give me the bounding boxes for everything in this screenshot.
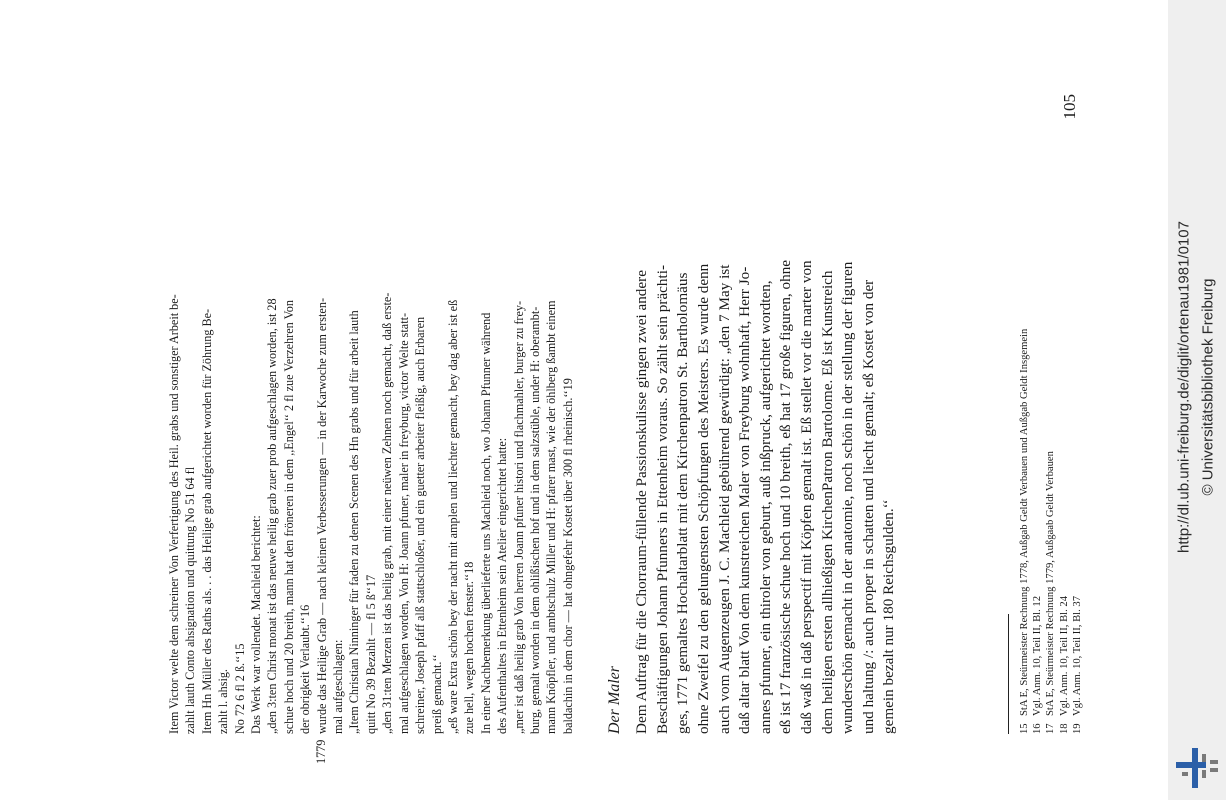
- year-1779-section: [313, 94, 577, 764]
- text-line: zahlt l. ahsig.: [216, 669, 231, 734]
- paragraph-line: auch vom Augenzeugen J. C. Machleid gebührend gewürdigt: „den 7 May ist: [715, 264, 733, 734]
- footnote-item: [1071, 94, 1084, 734]
- text-line: quitt No 39 Bezahlt — fl 5 ß‘‘17: [363, 574, 378, 734]
- footnote-text: StA E, Steürmeister Rechnung 1779, Außgaab Geldt Verbauen: [1045, 451, 1057, 716]
- text-line: zue hell, wegen hochen fenster.‘‘18: [462, 561, 477, 734]
- paragraph-line: dem heiligen ersten allhießigen KirchenPatron Bartolome. Eß ist Kunstreich: [818, 270, 836, 734]
- quoted-records-block: [166, 94, 314, 734]
- footnote-number: 19: [1071, 723, 1083, 734]
- text-line: burg, gemalt worden in dem ohlißischen hof und in dem salzstüble, under H: oberambt-: [527, 306, 542, 734]
- footnote-divider: [1008, 614, 1009, 734]
- footnote-item: [1031, 94, 1044, 734]
- text-line: „den 3:ten Christ monat ist das neuwe heilig grab zuer prob aufgeschlagen worden, ist 28: [265, 298, 280, 734]
- paragraph-line: ohne Zweifel zu den gelungensten Schöpfungen des Meisters. Es wurde denn: [694, 263, 712, 734]
- paragraph-line: Dem Auftrag für die Chorraum-füllende Passionskulisse gingen zwei andere: [633, 270, 651, 734]
- text-line: „Item Christian Ninninger für faden zu denen Scenen des Hn grabs und für arbeit lauth: [347, 310, 362, 734]
- text-line: „den 31:ten Merzen ist das heilig grab, mit einer neüwen Zehnen noch gemacht, daß erste-: [380, 292, 395, 734]
- text-line: wurde das Heilige Grab — nach kleinen Verbesserungen — in der Karwoche zum ersten-: [314, 298, 329, 734]
- text-line: Item Hn Müller des Raths als. . . das Heilige grab aufgerichtet worden für Zöhrung Be-: [199, 308, 214, 734]
- source-url[interactable]: http://dl.ub.uni-freiburg.de/diglit/ortenau1981/0107: [1175, 221, 1193, 553]
- text-line: zahlt lauth Conto ahsignation und quittung No 51 64 fl: [183, 466, 198, 734]
- text-line: „eß ware Extra schön bey der nacht mit amplen und liechter gemacht, bey dag aber ist eß: [445, 299, 460, 734]
- footnote-number: 17: [1045, 723, 1057, 734]
- paragraph-line: wunderschön gemacht in der anatomie, noch schön in der stellung der figuren: [839, 261, 857, 734]
- footnote-item: [1044, 94, 1057, 734]
- footnotes: [1018, 94, 1084, 734]
- text-line: mal aufgeschlagen worden, Von H: Joann pfuner, maler in freyburg, victor Welte statt-: [396, 312, 411, 734]
- margin-year: 1779: [313, 739, 328, 764]
- footnote-item: [1058, 94, 1071, 734]
- text-line: schreiner, Joseph pfaff alß stattschloßer, und ein guetter arbeiter fleißig, auch Erbaren: [413, 316, 428, 734]
- paragraph-line: und haltung /: auch proper in schatten und liecht gemalt; eß Kostet von der: [859, 279, 877, 734]
- text-line: Das Werk war vollendet. Machleid berichtet:: [249, 515, 264, 734]
- maler-paragraph: [632, 94, 900, 734]
- sidebar-info: [1168, 0, 1226, 800]
- main-column: [166, 94, 900, 764]
- paragraph-line: Beschäftigungen Johann Pfunners in Ettenheim voraus. So zählt sein prächti-: [653, 264, 671, 734]
- section-heading: Der Maler: [606, 666, 624, 734]
- library-logo-icon: [1172, 742, 1222, 794]
- paragraph-line: gemein bezalt nur 180 Reichsgulden.‘‘: [880, 499, 898, 734]
- text-line: Item Victor welte dem schreiner Von Verfertigung des Heil. grabs und sonstiger Arbeit be-: [167, 294, 181, 734]
- footnote-number: 18: [1058, 723, 1070, 734]
- records-1779-block: [314, 94, 577, 734]
- footnote-text: StA E, Steürmeister Rechnung 1778, Außgab Geldt Verbauen und Außgab Geldt Insgemein: [1019, 328, 1030, 716]
- footnote-text: Vgl. Anm. 10, Teil II, Bl. 37: [1071, 595, 1083, 716]
- text-line: mal aufgeschlagen:: [331, 639, 346, 734]
- paragraph-line: eß ist 17 französische schue hoch und 10 breith, eß hat 17 große figuren, ohne: [777, 259, 795, 734]
- text-line: schue hoch und 20 breith, mann hat den fröneren in dem ,,Engel‘‘ 2 fl zue Verzehren Von: [281, 300, 296, 734]
- footnote-number: 15: [1019, 723, 1030, 734]
- text-line: preiß gemacht.‘‘: [429, 654, 444, 734]
- copyright-notice: © Universitätsbibliothek Freiburg: [1199, 278, 1217, 496]
- footnote-text: Vgl. Anm. 10, Teil II, Bl. 12: [1032, 595, 1044, 716]
- footnote-text: Vgl. Anm. 10, Teil II, Bl. 24: [1058, 595, 1070, 716]
- page-number: 105: [1060, 94, 1079, 120]
- text-line: der obrigkeit Verlaubt.‘‘16: [298, 604, 313, 734]
- paragraph-line: annes pfunner, ein thiroler von geburt, auß inßpruck, aufgerichtet wordten,: [756, 280, 774, 734]
- footnote-item: [1018, 94, 1031, 734]
- text-line: „mer ist daß heilig grab Von herren Joann pfuner histori und flachmahler, burger zu frey-: [511, 300, 526, 734]
- paragraph-line: daß altar blatt Von dem kunstreichen Maler von Freyburg wohnhaft, Herr Jo-: [736, 266, 754, 734]
- text-line: No 72 6 fl 2 ß.‘‘15: [232, 643, 247, 734]
- paragraph-line: ges, 1771 gemaltes Hochaltarblatt mit dem Kirchenpatron St. Bartholomäus: [674, 272, 692, 734]
- paragraph-line: daß waß in daß perspectif mit Köpfen gemalt ist. Eß stellet vor die marter von: [797, 260, 815, 734]
- text-line: In einer Nachbemerkung überlieferte uns Machleid noch, wo Johann Pfunner während: [478, 312, 493, 734]
- footnote-number: 16: [1032, 723, 1044, 734]
- text-line: baldachin in dem chor — hat ohngefehr Kostet über 300 fl rheinisch.‘‘19: [560, 378, 575, 734]
- text-line: mann Knöpfler, und ambtschulz Miller und H: pfarer mast, wie der öhlberg ßambt einem: [544, 300, 559, 734]
- text-line: des Aufenthaltes in Ettenheim sein Atelier eingerichtet hatte:: [495, 437, 510, 734]
